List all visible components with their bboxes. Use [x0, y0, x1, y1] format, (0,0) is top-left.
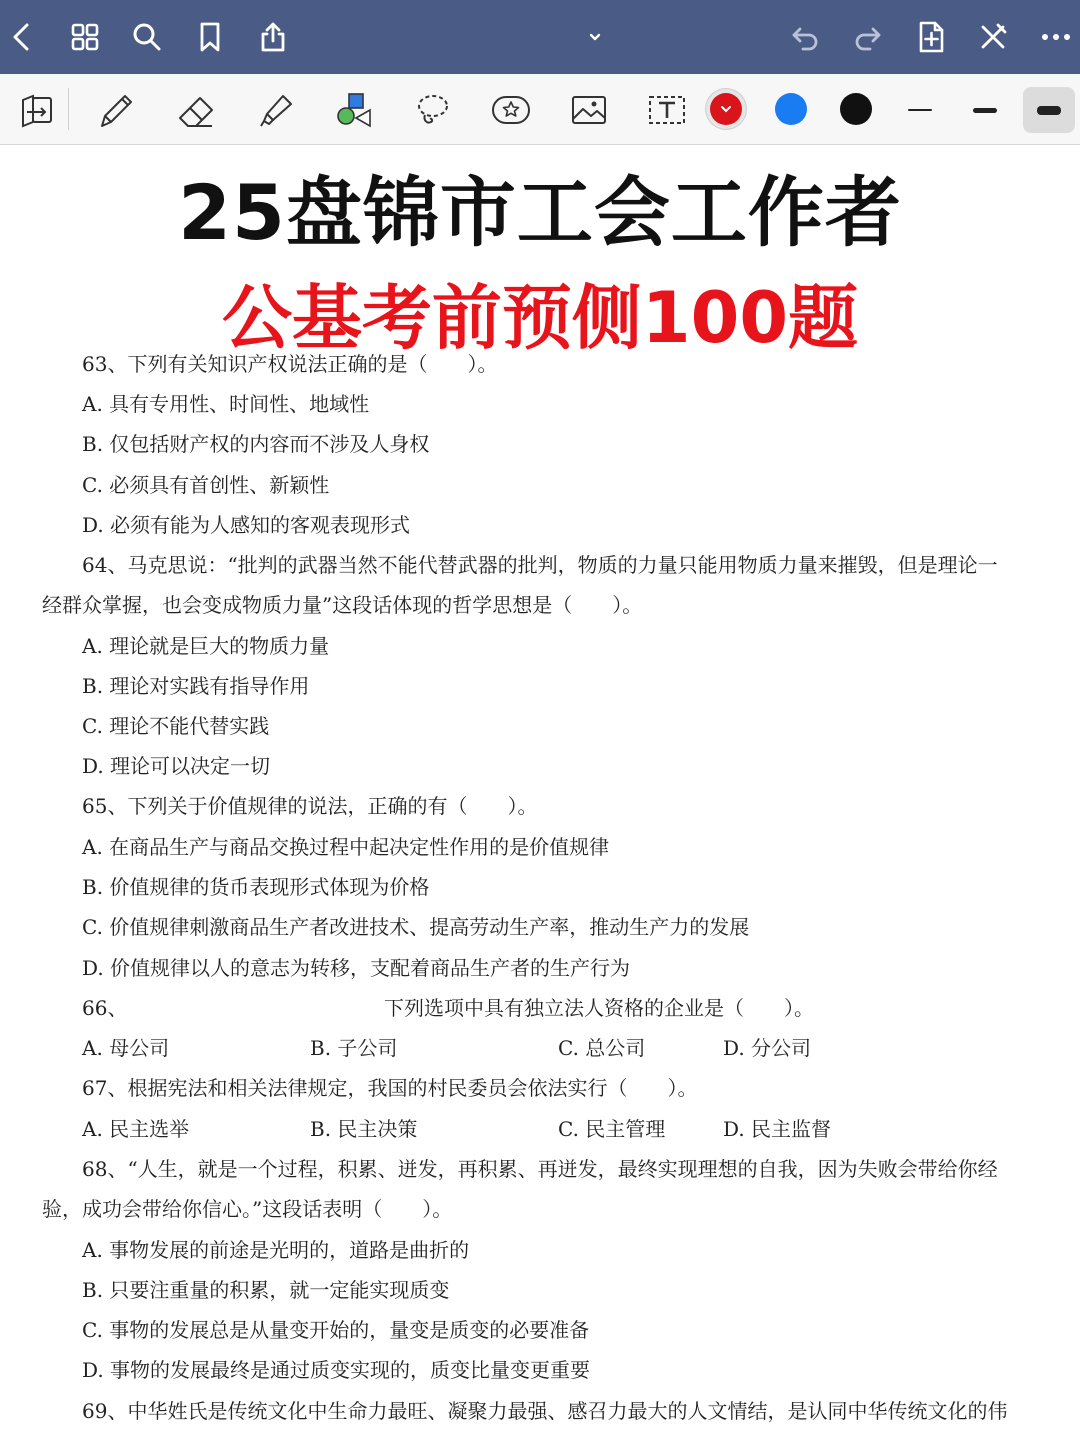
option-text: C. 理论不能代替实践 — [82, 714, 270, 738]
option-text: C. 总公司 — [558, 1036, 646, 1060]
share-icon[interactable] — [253, 17, 293, 57]
option-text: D. 事物的发展最终是通过质变实现的，质变比量变更重要 — [82, 1358, 591, 1382]
eraser-icon[interactable] — [173, 87, 219, 133]
question-text: 63、下列有关知识产权说法正确的是（ ）。 — [82, 352, 498, 376]
sticker-icon[interactable] — [488, 87, 534, 133]
close-pen-icon[interactable] — [973, 17, 1013, 57]
question-text: 68、“人生，就是一个过程，积累、迸发，再积累、再迸发，最终实现理想的自我，因为失败会带给你经 — [82, 1157, 998, 1181]
search-icon[interactable] — [127, 17, 167, 57]
option-text: D. 理论可以决定一切 — [82, 754, 271, 778]
add-page-icon[interactable] — [911, 17, 951, 57]
option-text: A. 事物发展的前途是光明的，道路是曲折的 — [82, 1238, 470, 1262]
question-text: 67、根据宪法和相关法律规定，我国的村民委员会依法实行（ ）。 — [82, 1076, 698, 1100]
option-text: D. 分公司 — [723, 1036, 812, 1060]
image-icon[interactable] — [566, 87, 612, 133]
lasso-icon[interactable] — [410, 87, 456, 133]
undo-icon[interactable] — [785, 17, 825, 57]
option-text: C. 价值规律刺激商品生产者改进技术、提高劳动生产率，推动生产力的发展 — [82, 915, 750, 939]
back-icon[interactable] — [2, 17, 42, 57]
document-title: 25盘锦市工会工作者 — [178, 168, 902, 257]
top-navigation-bar — [0, 0, 1080, 74]
stroke-width-thin[interactable] — [894, 87, 946, 133]
document-subtitle: 公基考前预侧100题 — [221, 277, 859, 359]
highlighter-icon[interactable] — [252, 87, 298, 133]
option-text: B. 价值规律的货币表现形式体现为价格 — [82, 875, 430, 899]
option-text: A. 具有专用性、时间性、地域性 — [82, 392, 370, 416]
toolbar-divider — [68, 88, 69, 130]
option-text: A. 母公司 — [82, 1036, 170, 1060]
option-text: D. 价值规律以人的意志为转移，支配着商品生产者的生产行为 — [82, 956, 631, 980]
color-swatch-red[interactable] — [710, 93, 742, 125]
stroke-width-medium[interactable] — [959, 87, 1011, 133]
option-text: B. 理论对实践有指导作用 — [82, 674, 310, 698]
question-text: 下列选项中具有独立法人资格的企业是（ ）。 — [384, 996, 814, 1020]
option-text: A. 在商品生产与商品交换过程中起决定性作用的是价值规律 — [82, 835, 610, 859]
option-text: A. 理论就是巨大的物质力量 — [82, 634, 330, 658]
question-text: 经群众掌握，也会变成物质力量”这段话体现的哲学思想是（ ）。 — [42, 593, 643, 617]
question-text: 69、中华姓氏是传统文化中生命力最旺、凝聚力最强、感召力最大的人文情结，是认同中华传统文化的伟 — [82, 1399, 1008, 1423]
question-text: 65、下列关于价值规律的说法，正确的有（ ）。 — [82, 794, 538, 818]
question-text: 验，成功会带给你信心。”这段话表明（ ）。 — [42, 1197, 453, 1221]
pen-icon[interactable] — [93, 87, 139, 133]
option-text: D. 必须有能为人感知的客观表现形式 — [82, 513, 411, 537]
stroke-width-thick[interactable] — [1023, 87, 1075, 133]
option-text: B. 仅包括财产权的内容而不涉及人身权 — [82, 432, 430, 456]
option-text: B. 只要注重量的积累，就一定能实现质变 — [82, 1278, 450, 1302]
option-text: A. 民主选举 — [82, 1117, 190, 1141]
chevron-down-icon[interactable] — [575, 17, 615, 57]
shapes-icon[interactable] — [331, 87, 377, 133]
more-icon[interactable] — [1036, 17, 1076, 57]
option-text: C. 必须具有首创性、新颖性 — [82, 473, 330, 497]
question-text: 64、马克思说：“批判的武器当然不能代替武器的批判，物质的力量只能用物质力量来摧毁，但是理论一 — [82, 553, 998, 577]
color-swatch-black[interactable] — [840, 93, 872, 125]
option-text: C. 民主管理 — [558, 1117, 666, 1141]
annotation-toolbar — [0, 74, 1080, 145]
question-number: 66、 — [82, 996, 128, 1020]
page-layout-icon[interactable] — [14, 87, 60, 133]
option-text: D. 民主监督 — [723, 1117, 832, 1141]
grid-icon[interactable] — [65, 17, 105, 57]
option-text: C. 事物的发展总是从量变开始的，量变是质变的必要准备 — [82, 1318, 590, 1342]
option-text: B. 子公司 — [310, 1036, 398, 1060]
bookmark-icon[interactable] — [190, 17, 230, 57]
option-text: B. 民主决策 — [310, 1117, 418, 1141]
color-swatch-blue[interactable] — [775, 93, 807, 125]
text-box-icon[interactable] — [644, 87, 690, 133]
redo-icon[interactable] — [848, 17, 888, 57]
